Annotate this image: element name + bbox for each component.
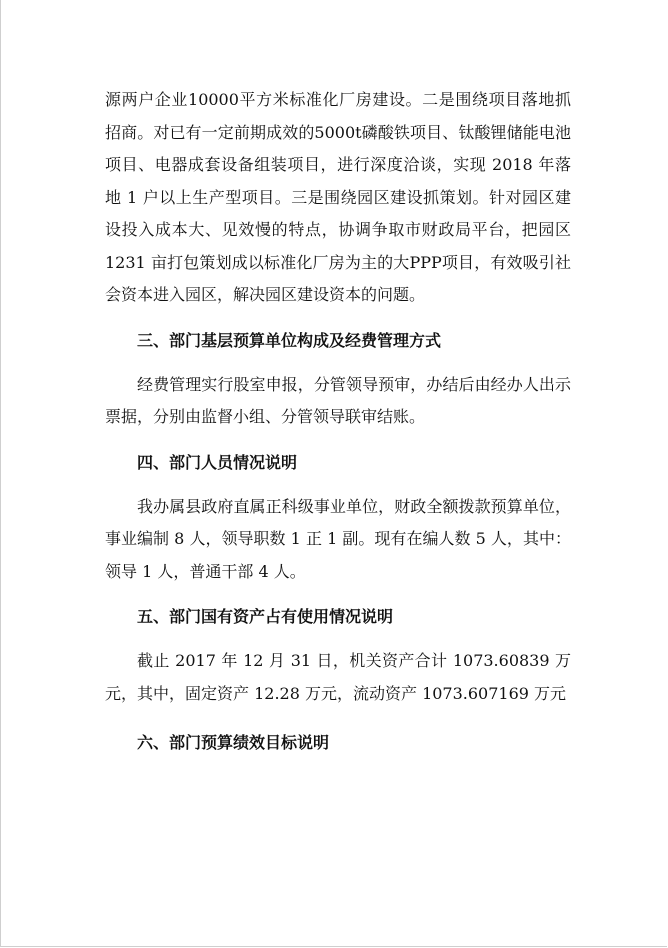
paragraph-park-development: 源两户企业10000平方米标准化厂房建设。二是围绕项目落地抓招商。对已有一定前期成效的5000t磷酸铁项目、钛酸锂储能电池项目、电器成套设备组装项目，进行深度洽谈，实现 2018 年落地 1 户以上生产型项目。三是围绕园区建设抓策划。针对园区建设投入成本大、见效慢的特点，协调争取市财政局平台，把园区 1231 亩打包策划成以标准化厂房为主的大PPP项目，有效吸引社会资本进入园区，解决园区建设资本的问题。 (105, 90, 571, 304)
section-heading-3: 三、部门基层预算单位构成及经费管理方式 (137, 330, 442, 350)
document-body (105, 84, 571, 759)
paragraph-assets: 截止 2017 年 12 月 31 日，机关资产合计 1073.60839 万元，其中，固定资产 12.28 万元，流动资产 1073.607169 万元 (105, 651, 571, 703)
section-heading-4: 四、部门人员情况说明 (137, 452, 298, 472)
paragraph-staffing: 我办属县政府直属正科级事业单位，财政全额拨款预算单位，事业编制 8 人，领导职数 1 正 1 副。现有在编人数 5 人，其中：领导 1 人，普通干部 4 人。 (105, 496, 571, 581)
section-heading-6: 六、部门预算绩效目标说明 (137, 733, 330, 752)
paragraph-funding-management: 经费管理实行股室申报，分管领导预审，办结后由经办人出示票据，分别由监督小组、分管领导联审结账。 (105, 374, 571, 426)
section-heading-5: 五、部门国有资产占有使用情况说明 (137, 607, 394, 626)
